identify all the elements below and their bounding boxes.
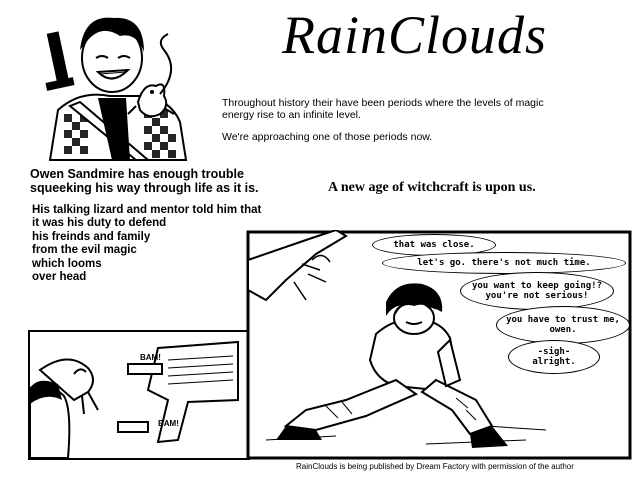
mentor-line: it was his duty to defend xyxy=(32,217,167,230)
speech-bubble-lets-go: let's go. there's not much time. xyxy=(382,252,626,274)
mentor-line: over head xyxy=(32,271,87,284)
mentor-caption xyxy=(32,204,272,284)
speech-bubble-trust-me: you have to trust me, owen. xyxy=(496,306,630,344)
mentor-line: which looms xyxy=(32,257,102,270)
intro-line-2: We're approaching one of those periods now. xyxy=(222,131,433,143)
speech-bubble-that-was-close: that was close. xyxy=(372,234,496,256)
mentor-line: from the evil magic xyxy=(32,244,137,257)
rainclouds-logo: RainClouds xyxy=(282,5,548,65)
mentor-line: his freinds and family xyxy=(32,230,151,243)
tagline: A new age of witchcraft is upon us. xyxy=(328,180,536,195)
comic-panel-left xyxy=(28,330,250,460)
speech-bubble-sigh: -sigh- alright. xyxy=(508,340,600,374)
character-illustration xyxy=(40,10,200,165)
publisher-footer: RainClouds is being published by Dream Factory with permission of the author xyxy=(296,462,574,471)
sfx-bam-2: BAM! xyxy=(158,419,179,428)
intro-line-1: Throughout history their have been periods where the levels of magic energy rise to an infinite level. xyxy=(222,97,544,121)
owen-caption: Owen Sandmire has enough trouble squeeking his way through life as it is. xyxy=(30,167,259,195)
mentor-line: His talking lizard and mentor told him that xyxy=(32,204,262,216)
sfx-bam-1: BAM! xyxy=(140,353,161,362)
speech-bubble-keep-going: you want to keep going!? you're not serious! xyxy=(460,272,614,310)
intro-text xyxy=(222,97,552,153)
